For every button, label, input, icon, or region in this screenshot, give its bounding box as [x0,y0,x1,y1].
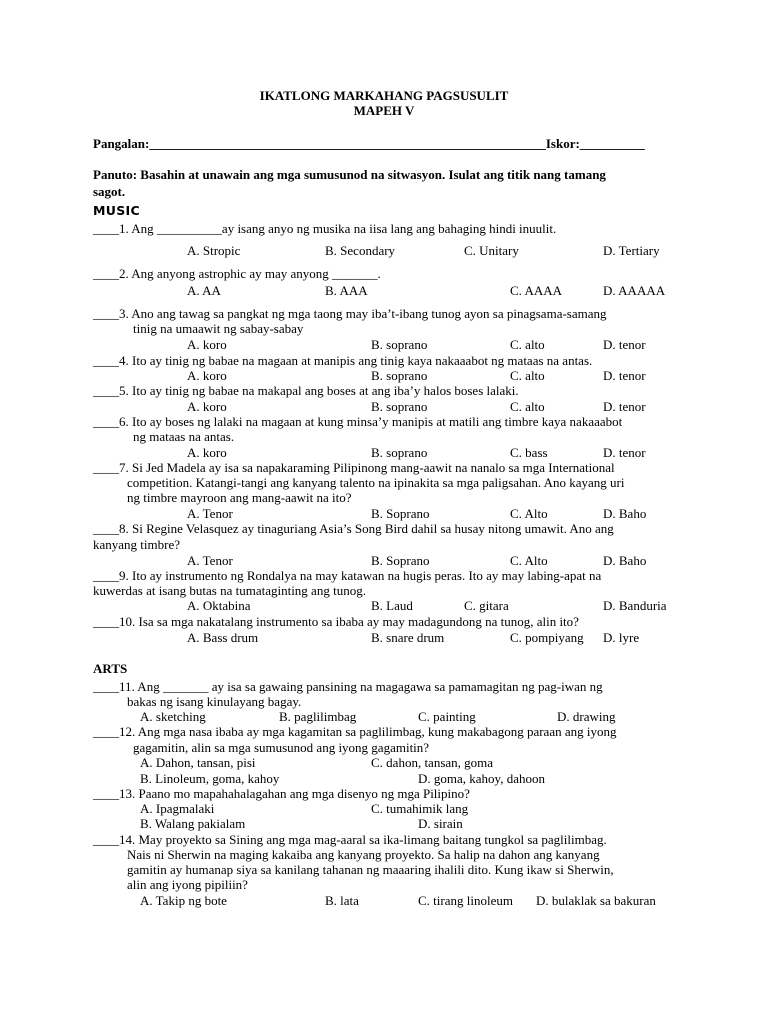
question-6: ____6. Ito ay boses ng lalaki na magaan at kung minsa’y manipis at matili ang timbre kaya nakaaabot [93,414,623,429]
question-8-cont: kanyang timbre? [93,537,180,552]
q10-choice-d: D. lyre [603,630,640,645]
question-12: ____12. Ang mga nasa ibaba ay mga kagamitan sa paglilimbag, kung makabagong paraan ang iyong [93,724,617,739]
instructions-line-1: Panuto: Basahin at unawain ang mga sumusunod na sitwasyon. Isulat ang titik nang tamang [93,167,606,182]
q10-choice-b: B. snare drum [371,630,445,645]
q1-choice-b: B. Secondary [325,243,396,258]
arts-heading: ARTS [93,661,128,676]
question-3: ____3. Ano ang tawag sa pangkat ng mga taong may iba’t-ibang tunog ayon sa pinagsama-samang [93,306,607,321]
q13-choice-a: A. Ipagmalaki [140,801,215,816]
question-7: ____7. Si Jed Madela ay isa sa napakaraming Pilipinong mang-aawit na nanalo sa mga International [93,460,615,475]
question-2: ____2. Ang anyong astrophic ay may anyong _______. [93,266,381,281]
q6-choice-b: B. soprano [371,445,428,460]
q8-choice-b: B. Soprano [371,553,430,568]
question-6-cont: ng mataas na antas. [133,429,235,444]
q3-choice-c: C. alto [510,337,545,352]
q11-choice-a: A. sketching [140,709,206,724]
music-heading: MUSIC [93,203,140,218]
question-9-cont: kuwerdas at isang butas na tumataginting ang tunog. [93,583,366,598]
q1-choice-a: A. Stropic [187,243,241,258]
q12-choice-d: D. goma, kahoy, dahoon [418,771,545,786]
q13-choice-b: B. Walang pakialam [140,816,246,831]
name-score-line: Pangalan:_____________________________________________________________Iskor:__________ [93,136,645,151]
q7-choice-b: B. Soprano [371,506,430,521]
q1-choice-d: D. Tertiary [603,243,660,258]
q3-choice-b: B. soprano [371,337,428,352]
question-7-cont: competition. Katangi-tangi ang kanyang talento na ipinakita sa mga paligsahan. Ano kayang uri [127,475,625,490]
q7-choice-a: A. Tenor [187,506,233,521]
q5-choice-c: C. alto [510,399,545,414]
question-13: ____13. Paano mo mapahahalagahan ang mga disenyo ng mga Pilipino? [93,786,470,801]
q9-choice-a: A. Oktabina [187,598,251,613]
q6-choice-d: D. tenor [603,445,646,460]
question-11: ____11. Ang _______ ay isa sa gawaing pansining na magagawa sa pamamagitan ng pag-iwan ng [93,679,603,694]
q6-choice-a: A. koro [187,445,227,460]
question-11-cont: bakas ng isang kinulayang bagay. [127,694,302,709]
q11-choice-d: D. drawing [557,709,616,724]
q12-choice-b: B. Linoleum, goma, kahoy [140,771,280,786]
question-4: ____4. Ito ay tinig ng babae na magaan at manipis ang tinig kaya nakaaabot ng mataas na antas. [93,353,593,368]
q4-choice-c: C. alto [510,368,545,383]
q2-choice-a: A. AA [187,283,221,298]
q4-choice-a: A. koro [187,368,227,383]
q3-choice-a: A. koro [187,337,227,352]
q2-choice-b: B. AAA [325,283,368,298]
instructions-line-2: sagot. [93,184,126,199]
question-1: ____1. Ang __________ay isang anyo ng musika na iisa lang ang bahaging hindi inuulit. [93,221,557,236]
q7-choice-c: C. Alto [510,506,548,521]
question-14-cont-2: gamitin ay humanap siya sa kanilang tahanan ng maaaring ihalili dito. Kung ikaw si Sherwin, [127,862,614,877]
exam-subtitle: MAPEH V [353,103,415,118]
q13-choice-c: C. tumahimik lang [371,801,469,816]
q8-choice-d: D. Baho [603,553,647,568]
question-5: ____5. Ito ay tinig ng babae na makapal ang boses at ang iba’y halos boses lalaki. [93,383,519,398]
q9-choice-d: D. Banduria [603,598,667,613]
question-9: ____9. Ito ay instrumento ng Rondalya na may katawan na hugis peras. Ito ay may labing-apat na [93,568,602,583]
q12-choice-c: C. dahon, tansan, goma [371,755,494,770]
q14-choice-a: A. Takip ng bote [140,893,227,908]
question-14: ____14. May proyekto sa Sining ang mga mag-aaral sa ika-limang baitang tungkol sa paglilimbag. [93,832,607,847]
q11-choice-b: B. paglilimbag [279,709,357,724]
question-12-cont: gagamitin, alin sa mga sumusunod ang iyong gagamitin? [133,740,430,755]
exam-title: IKATLONG MARKAHANG PAGSUSULIT [259,88,509,103]
q2-choice-d: D. AAAAA [603,283,666,298]
question-14-cont: Nais ni Sherwin na maging kakaiba ang kanyang proyekto. Sa halip na dahon ang kanyang [127,847,600,862]
q8-choice-a: A. Tenor [187,553,233,568]
question-7-cont-2: ng timbre mayroon ang mang-aawit na ito? [127,490,352,505]
q9-choice-c: C. gitara [464,598,509,613]
q4-choice-b: B. soprano [371,368,428,383]
q5-choice-d: D. tenor [603,399,646,414]
question-8: ____8. Si Regine Velasquez ay tinaguriang Asia’s Song Bird dahil sa husay nitong umawit. Ano ang [93,521,614,536]
q12-choice-a: A. Dahon, tansan, pisi [140,755,256,770]
q14-choice-d: D. bulaklak sa bakuran [536,893,656,908]
question-10: ____10. Isa sa mga nakatalang instrumento sa ibaba ay may madagundong na tunog, alin ito? [93,614,579,629]
question-14-cont-3: alin ang iyong pipiliin? [127,877,248,892]
q2-choice-c: C. AAAA [510,283,563,298]
q10-choice-c: C. pompiyang [510,630,584,645]
q8-choice-c: C. Alto [510,553,548,568]
q9-choice-b: B. Laud [371,598,413,613]
q5-choice-a: A. koro [187,399,227,414]
q5-choice-b: B. soprano [371,399,428,414]
q1-choice-c: C. Unitary [464,243,519,258]
q7-choice-d: D. Baho [603,506,647,521]
q14-choice-b: B. lata [325,893,359,908]
q14-choice-c: C. tirang linoleum [418,893,513,908]
question-3-cont: tinig na umaawit ng sabay-sabay [133,321,304,336]
q13-choice-d: D. sirain [418,816,463,831]
q3-choice-d: D. tenor [603,337,646,352]
q10-choice-a: A. Bass drum [187,630,259,645]
q6-choice-c: C. bass [510,445,548,460]
q11-choice-c: C. painting [418,709,476,724]
q4-choice-d: D. tenor [603,368,646,383]
